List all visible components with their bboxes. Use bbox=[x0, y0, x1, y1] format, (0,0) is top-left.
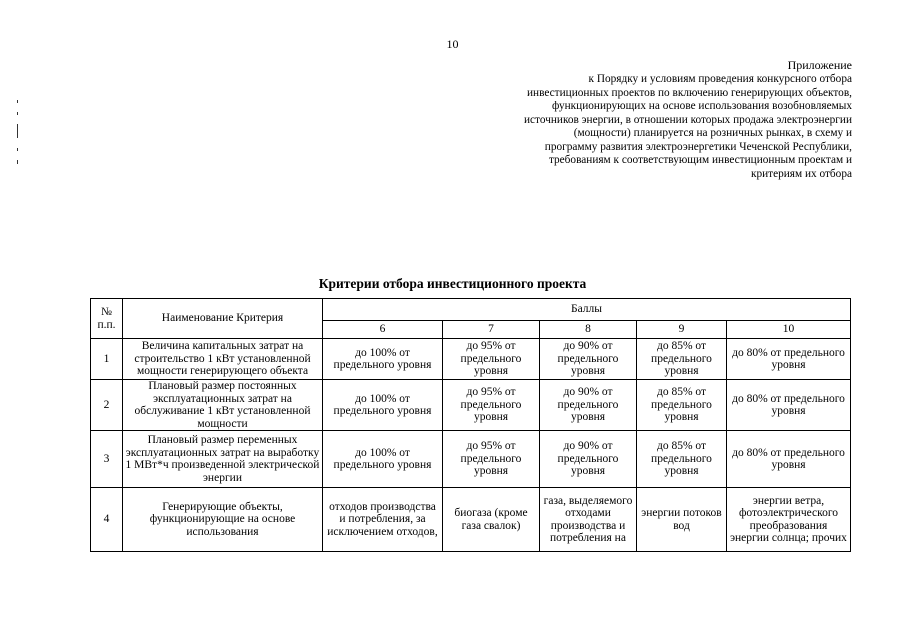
row-num: 3 bbox=[91, 431, 123, 488]
table-row bbox=[91, 488, 851, 552]
criterion-name: Плановый размер постоянных эксплуатационных затрат на обслуживание 1 кВт установленной мощности bbox=[123, 380, 323, 431]
annex-title: Приложение bbox=[787, 58, 852, 72]
score-cell-text: газа, выделяемого отходами производства и потребления на bbox=[543, 494, 633, 544]
criteria-table bbox=[90, 298, 851, 552]
row-num: 1 bbox=[91, 339, 123, 380]
margin-marks bbox=[17, 100, 21, 170]
score-cell: до 85% от предельного уровня bbox=[637, 380, 727, 431]
score-cell: до 90% от предельного уровня bbox=[540, 339, 637, 380]
row-num: 2 bbox=[91, 380, 123, 431]
criterion-name: Плановый размер переменных эксплуатационных затрат на выработку 1 МВт*ч произведенной электрической энергии bbox=[123, 431, 323, 488]
header-score-8: 8 bbox=[540, 321, 637, 339]
header-num: № п.п. bbox=[91, 299, 123, 339]
score-cell: до 90% от предельного уровня bbox=[540, 380, 637, 431]
criterion-name: Величина капитальных затрат на строительство 1 кВт установленной мощности генерирующего объекта bbox=[123, 339, 323, 380]
table-row bbox=[91, 380, 851, 431]
score-cell-text: энергии ветра, фотоэлектрического преобразования энергии солнца; прочих bbox=[730, 494, 847, 544]
table-row bbox=[91, 339, 851, 380]
score-cell bbox=[323, 488, 443, 552]
score-cell: до 80% от предельного уровня bbox=[727, 339, 851, 380]
score-cell: до 80% от предельного уровня bbox=[727, 431, 851, 488]
header-score-6: 6 bbox=[323, 321, 443, 339]
table-row bbox=[91, 431, 851, 488]
score-cell: до 100% от предельного уровня bbox=[323, 431, 443, 488]
score-cell bbox=[540, 488, 637, 552]
score-cell: до 95% от предельного уровня bbox=[443, 380, 540, 431]
score-cell: до 80% от предельного уровня bbox=[727, 380, 851, 431]
score-cell: энергии потоков вод bbox=[637, 488, 727, 552]
score-cell: до 95% от предельного уровня bbox=[443, 431, 540, 488]
score-cell: до 95% от предельного уровня bbox=[443, 339, 540, 380]
header-score-9: 9 bbox=[637, 321, 727, 339]
document-title: Критерии отбора инвестиционного проекта bbox=[318, 276, 587, 291]
score-cell-text: отходов производства и потребления, за исключением отходов, bbox=[327, 500, 438, 538]
header-score-10: 10 bbox=[727, 321, 851, 339]
score-cell: до 85% от предельного уровня bbox=[637, 339, 727, 380]
score-cell: до 100% от предельного уровня bbox=[323, 380, 443, 431]
score-cell: до 90% от предельного уровня bbox=[540, 431, 637, 488]
criterion-name: Генерирующие объекты, функционирующие на основе использования bbox=[123, 488, 323, 552]
header-score-7: 7 bbox=[443, 321, 540, 339]
annex-text: к Порядку и условиям проведения конкурсного отбора инвестиционных проектов по включению генерирующих объектов, функционирующих на основе использования возобновляемых источников энергии, в отношении которых продажа электроэнергии (мощности) планируется на розничных рынках, в схему и программу развития электроэнергетики Чеченской Республики, требованиям к соответствующим инвестиционным проектам и критериям их отбора bbox=[523, 73, 852, 180]
table-header-row bbox=[91, 299, 851, 321]
score-cell: до 85% от предельного уровня bbox=[637, 431, 727, 488]
header-criterion-name: Наименование Критерия bbox=[123, 299, 323, 339]
score-cell: до 100% от предельного уровня bbox=[323, 339, 443, 380]
header-points: Баллы bbox=[323, 299, 851, 321]
score-cell: биогаза (кроме газа свалок) bbox=[443, 488, 540, 552]
score-cell bbox=[727, 488, 851, 552]
page-number: 10 bbox=[446, 37, 459, 51]
row-num: 4 bbox=[91, 488, 123, 552]
